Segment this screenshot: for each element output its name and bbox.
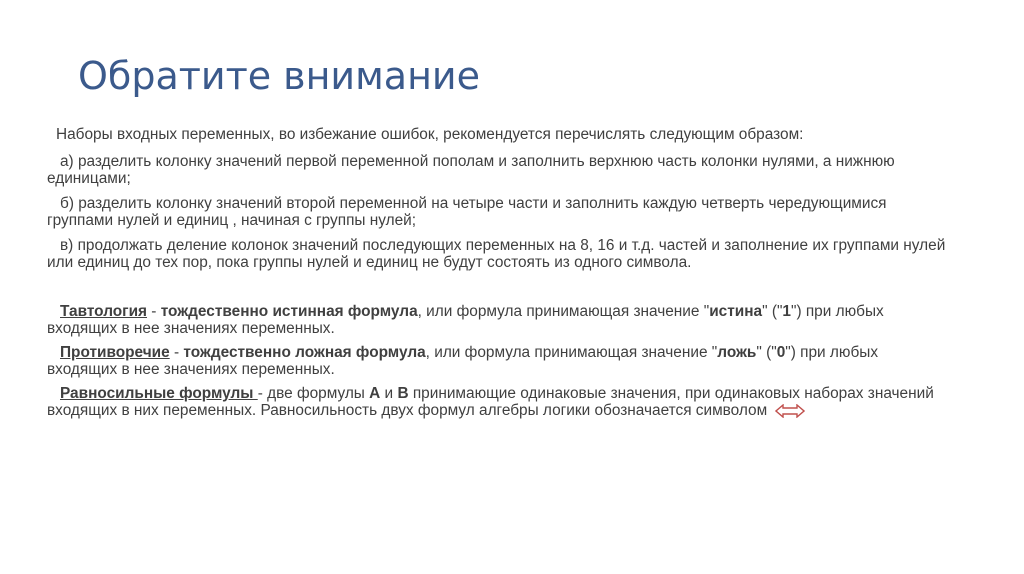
- equivalent-text-2: принимающие одинаковые значения, при одинаковых наборах значений входящих в них переменных. Равносильность двух формул алгебры логики обозначается символом: [47, 385, 934, 419]
- contradiction-text-3: ") при любых входящих в нее значениях переменных.: [47, 344, 879, 378]
- rule-c-text: в) продолжать деление колонок значений последующих переменных на 8, 16 и т.д. частей и заполнение их группами нулей или единиц до тех пор, пока группы нулей и единиц не будут состоять из одного символа.: [47, 237, 946, 271]
- slide-body: [47, 126, 947, 426]
- contradiction-value-number: 0: [776, 344, 786, 361]
- contradiction-dash: -: [169, 344, 184, 361]
- section-spacer: [47, 279, 947, 303]
- formula-a-letter: А: [369, 385, 381, 402]
- tautology-definition: [47, 303, 947, 337]
- tautology-text-2: " (": [762, 303, 783, 320]
- tautology-bold-definition: тождественно истинная формула: [160, 303, 418, 320]
- contradiction-value-word: ложь: [717, 344, 757, 361]
- contradiction-text-2: " (": [756, 344, 777, 361]
- equivalent-text-1: - две формулы: [257, 385, 370, 402]
- contradiction-text-1: , или формула принимающая значение ": [425, 344, 718, 361]
- formula-b-letter: В: [397, 385, 409, 402]
- tautology-text-1: , или формула принимающая значение ": [417, 303, 710, 320]
- rule-a-text: а) разделить колонку значений первой переменной пополам и заполнить верхнюю часть колонки нулями, а нижнюю единицами;: [47, 153, 895, 187]
- double-arrow-equivalence-icon: [775, 404, 805, 418]
- intro-text: Наборы входных переменных, во избежание ошибок, рекомендуется перечислять следующим образом:: [56, 126, 804, 143]
- contradiction-definition: [47, 344, 947, 378]
- tautology-value-word: истина: [709, 303, 763, 320]
- tautology-term: Тавтология: [60, 303, 148, 320]
- tautology-value-number: 1: [782, 303, 791, 320]
- tautology-text-3: ") при любых входящих в нее значениях переменных.: [47, 303, 884, 337]
- equivalent-term: Равносильные формулы: [60, 385, 258, 402]
- slide-title: Обратите внимание: [78, 54, 480, 98]
- contradiction-bold-definition: тождественно ложная формула: [183, 344, 426, 361]
- equivalent-definition: [47, 385, 947, 419]
- rule-b-text: б) разделить колонку значений второй переменной на четыре части и заполнить каждую четверть чередующимися группами нулей и единиц , начиная с группы нулей;: [47, 195, 887, 229]
- tautology-dash: -: [147, 303, 161, 320]
- contradiction-term: Противоречие: [60, 344, 170, 361]
- equivalent-and: и: [380, 385, 398, 402]
